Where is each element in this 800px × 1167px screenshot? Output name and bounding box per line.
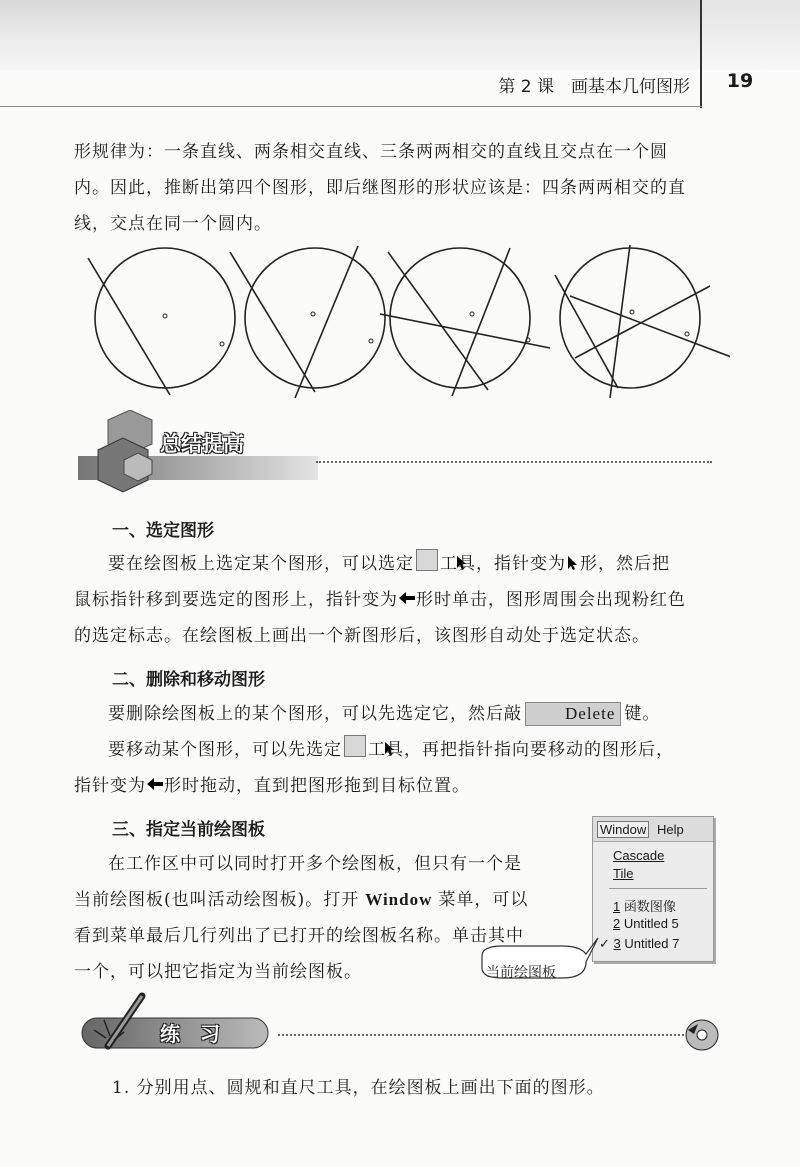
figure-two-lines (230, 246, 385, 398)
section-title: 三、指定当前绘图板 (112, 820, 265, 840)
text-line: 看到菜单最后几行列出了已打开的绘图板名称。单击其中 (74, 926, 524, 946)
arrow-tool-icon (344, 735, 366, 757)
menu-item-board-2[interactable]: 2 Untitled 5 (613, 916, 679, 931)
text-span: 工具，再把指针指向要移动的图形后， (368, 740, 674, 760)
section-title: 一、选定图形 (112, 521, 214, 541)
menu-separator (609, 888, 707, 889)
text-span: 形时拖动，直到把图形拖到目标位置。 (164, 776, 470, 796)
delete-key: Delete (525, 702, 621, 726)
figure-one-line (88, 248, 235, 395)
section-title: 二、删除和移动图形 (112, 670, 265, 690)
menu-bar-help[interactable]: Help (657, 822, 684, 837)
text-line: 在工作区中可以同时打开多个绘图板，但只有一个是 (108, 854, 522, 874)
figure-four-lines (555, 245, 730, 398)
text-span: 要在绘图板上选定某个图形，可以选定 (108, 554, 414, 574)
text-span: 指针变为 (74, 776, 146, 796)
menu-dropdown (593, 842, 713, 960)
menu-item-cascade[interactable]: Cascade (613, 848, 665, 863)
circle-lines-figures (70, 240, 730, 410)
section2-paragraph (74, 696, 724, 804)
summary-hexagon-graphic (78, 410, 318, 510)
text-span: 鼠标指针移到要选定的图形上，指针变为 (74, 590, 398, 610)
text-line: 一个，可以把它指定为当前绘图板。 (74, 962, 362, 982)
summary-banner-label: 总结提高 (160, 432, 244, 456)
intro-line: 形规律为：一条直线、两条相交直线、三条两两相交的直线且交点在一个圆 (74, 142, 668, 162)
text-span: 要移动某个图形，可以先选定 (108, 740, 342, 760)
left-arrow-pointer-icon (398, 591, 416, 605)
header-background-right (700, 0, 800, 70)
exercise-dotted-rule (278, 1034, 688, 1036)
section1-paragraph (74, 546, 724, 654)
text-line: 的选定标志。在绘图板上画出一个新图形后，该图形自动处于选定状态。 (74, 626, 650, 646)
menu-bar-window[interactable]: Window (597, 821, 649, 838)
text-span: 菜单，可以 (438, 890, 529, 910)
check-icon: ✓ (599, 936, 610, 951)
text-span: 形时单击，图形周围会出现粉红色 (416, 590, 686, 610)
intro-line: 线，交点在同一个圆内。 (74, 214, 272, 234)
text-span: 工具，指针变为 (440, 554, 566, 574)
page-number: 19 (726, 70, 754, 92)
text-span: 要删除绘图板上的某个图形，可以先选定它，然后敲 (108, 704, 522, 724)
text-span: 当前绘图板(也叫活动绘图板)。打开 (74, 890, 360, 910)
arrow-tool-icon (416, 549, 438, 571)
header-divider-vertical (700, 0, 702, 108)
left-arrow-pointer-icon (146, 777, 164, 791)
window-menu-screenshot (592, 816, 714, 962)
menu-item-tile[interactable]: Tile (613, 866, 634, 881)
menu-item-board-1[interactable]: 1 函数图像 (613, 899, 676, 914)
menu-item-board-3[interactable]: ✓ 3 Untitled 7 (599, 936, 680, 951)
cd-disc-icon (684, 1018, 720, 1052)
window-menu-word: Window (365, 890, 433, 909)
header-divider-horizontal (0, 106, 702, 107)
text-span: 键。 (624, 704, 661, 724)
menu-bar (593, 817, 713, 842)
intro-line: 内。因此，推断出第四个图形，即后继图形的形状应该是：四条两两相交的直 (74, 178, 686, 198)
callout-label: 当前绘图板 (486, 965, 556, 981)
summary-dotted-rule (316, 461, 712, 463)
exercise-banner-label: 练 习 (160, 1022, 220, 1046)
exercise-question: 1. 分别用点、圆规和直尺工具，在绘图板上画出下面的图形。 (112, 1078, 605, 1098)
intro-paragraph (74, 134, 714, 242)
text-span: 形，然后把 (580, 554, 670, 574)
figure-three-lines (380, 248, 550, 396)
arrow-pointer-icon (566, 555, 580, 571)
chapter-title: 第 2 课 画基本几何图形 (498, 77, 690, 97)
header-background (0, 0, 700, 70)
